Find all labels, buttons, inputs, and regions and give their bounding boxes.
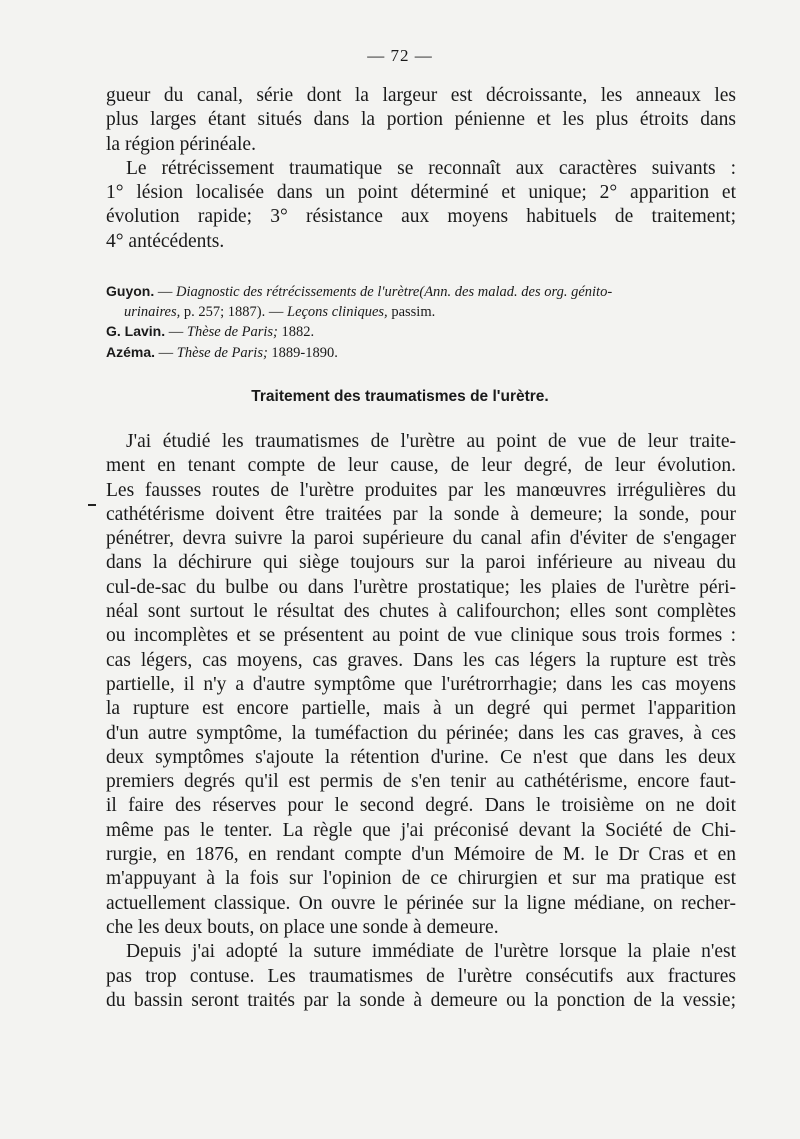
ref-title: Thèse de Paris;: [186, 324, 278, 340]
ref-title: Thèse de Paris;: [176, 344, 268, 361]
text-line: pénétrer, devra suivre la paroi supérieure du canal afin d'éviter de s'engager: [106, 528, 736, 550]
text-line: cul-de-sac du bulbe ou dans l'urètre prostatique; les plaies de l'urètre péri-: [106, 576, 736, 598]
text-line: cathétérisme doivent être traitées par la sonde à demeure; la sonde, pour: [106, 503, 736, 525]
ref-passim: passim.: [387, 303, 436, 320]
ref-dash: —: [154, 284, 176, 300]
text-line: actuellement classique. On ouvre le périnée sur la ligne médiane, on recher-: [106, 892, 736, 914]
text-line: m'appuyant à la fois sur l'opinion de ce chirurgien et sur ma pratique est: [106, 868, 736, 890]
ref-source: (Ann. des malad. des org. génito-: [419, 284, 613, 300]
reference-lavin: [106, 322, 736, 343]
references: [106, 282, 736, 363]
text-line: ou incomplètes et se présentent au point de vue clinique sous trois formes :: [106, 625, 736, 647]
text-line: pas trop contuse. Les traumatismes de l'urètre consécutifs aux fractures: [106, 965, 736, 987]
text-line: gueur du canal, série dont la largeur est décroissante, les anneaux les: [106, 85, 736, 106]
text-line: plus larges étant situés dans la portion pénienne et les plus étroits dans: [106, 109, 736, 131]
ref-dash: —: [155, 344, 177, 361]
text-line: d'un autre symptôme, la tuméfaction du périnée; dans les cas graves, à ces: [106, 722, 736, 744]
ref-pages: p. 257; 1887). —: [180, 303, 287, 320]
ref-author: Azéma.: [106, 343, 156, 360]
text-line: la rupture est encore partielle, mais à un degré qui permet l'apparition: [106, 698, 736, 720]
ref-author: Guyon.: [106, 283, 155, 299]
ref-year: 1889-1890.: [267, 344, 338, 361]
text-line: che les deux bouts, on place une sonde à demeure.: [106, 916, 499, 938]
text-line: Depuis j'ai adopté la suture immédiate de l'urètre lorsque la plaie n'est: [126, 941, 736, 963]
reference-guyon: [106, 282, 736, 303]
section-heading: Traitement des traumatismes de l'urètre.: [251, 388, 549, 405]
ref-year: 1882.: [277, 324, 315, 340]
text-line: néal sont surtout le résultat des chutes à califourchon; elles sont complètes: [106, 601, 736, 623]
text-line: deux symptômes s'ajoute la rétention d'urine. Ce n'est que dans les deux: [106, 746, 736, 768]
margin-mark: [88, 504, 96, 506]
text-line: évolution rapide; 3° résistance aux moyens habituels de traitement;: [106, 206, 736, 228]
text-line: 4° antécédents.: [106, 230, 225, 252]
text-line: il faire des réserves pour le second degré. Dans le troisième on ne doit: [106, 795, 736, 817]
ref-title: Leçons cliniques,: [287, 303, 388, 320]
ref-dash: —: [165, 324, 187, 340]
body-paragraphs: [106, 430, 736, 1013]
text-line: J'ai étudié les traumatismes de l'urètre au point de vue de leur traite-: [126, 431, 736, 452]
reference-azema: [106, 343, 736, 364]
text-line: ment en tenant compte de leur cause, de leur degré, de leur évolution.: [106, 455, 736, 477]
reference-guyon-cont: [106, 303, 736, 323]
text-line: partielle, il n'y a d'autre symptôme que l'urétrorrhagie; dans les cas moyens: [106, 673, 736, 695]
intro-paragraphs: [106, 84, 736, 254]
text-line: Les fausses routes de l'urètre produites par les manœuvres irrégulières du: [106, 479, 736, 501]
text-line: premiers degrés qu'il est permis de s'en tenir au cathétérisme, encore faut-: [106, 771, 736, 793]
text-line: Le rétrécissement traumatique se reconnaît aux caractères suivants :: [126, 157, 736, 179]
text-line: dans la déchirure qui siège toujours sur la paroi inférieure au niveau du: [106, 552, 736, 574]
page-number: — 72 —: [367, 46, 433, 65]
text-line: la région périnéale.: [106, 133, 256, 155]
text-line: rurgie, en 1876, en rendant compte d'un Mémoire de M. le Dr Cras et en: [106, 844, 736, 866]
text-line: 1° lésion localisée dans un point déterminé et unique; 2° apparition et: [106, 182, 736, 204]
ref-author: G. Lavin.: [106, 323, 166, 339]
ref-title: Diagnostic des rétrécissements de l'urètre: [175, 284, 420, 300]
ref-source: urinaires,: [124, 303, 181, 320]
text-line: cas légers, cas moyens, cas graves. Dans les cas légers la rupture est très: [106, 649, 736, 671]
text-line: même pas le tenter. La règle que j'ai préconisé devant la Société de Chi-: [106, 819, 736, 841]
text-line: du bassin seront traités par la sonde à demeure ou la ponction de la vessie;: [106, 989, 736, 1011]
